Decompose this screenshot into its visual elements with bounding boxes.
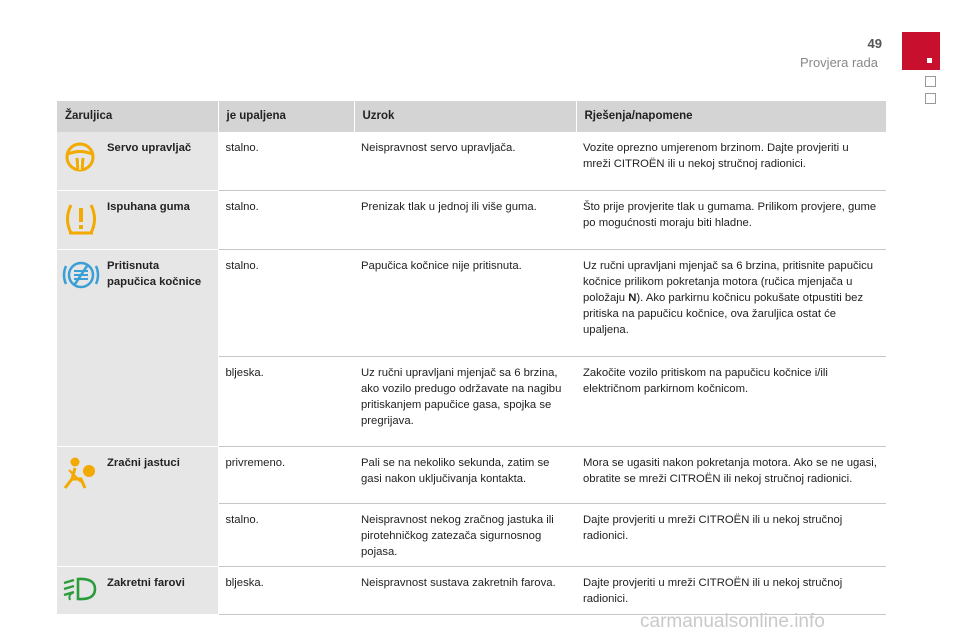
lamp-name: Zračni jastuci [105, 446, 218, 567]
lamp-state: stalno. [218, 503, 354, 567]
airbag-icon [61, 455, 99, 491]
tyre-pressure-icon [61, 199, 101, 239]
lamp-cause: Prenizak tlak u jednoj ili više guma. [354, 190, 576, 249]
lamp-state: stalno. [218, 249, 354, 356]
lamp-remedy: Dajte provjeriti u mreži CITROËN ili u nekoj stručnoj radionici. [576, 503, 886, 567]
lamp-cause: Papučica kočnice nije pritisnuta. [354, 249, 576, 356]
lamp-name: Ispuhana guma [105, 190, 218, 249]
lamp-state: stalno. [218, 132, 354, 190]
lamp-state: privremeno. [218, 446, 354, 503]
lamp-cause: Pali se na nekoliko sekunda, zatim se gasi nakon uključivanja kontakta. [354, 446, 576, 503]
lamp-name: Pritisnuta papučica kočnice [105, 249, 218, 446]
lamp-state: stalno. [218, 190, 354, 249]
header-remedy: Rješenja/napomene [576, 101, 886, 132]
table-row [57, 249, 886, 356]
lamp-remedy: Vozite oprezno umjerenom brzinom. Dajte provjeriti u mreži CITROËN ili u nekoj stručnoj radionici. [576, 132, 886, 190]
lamp-remedy: Uz ručni upravljani mjenjač sa 6 brzina, pritisnite papučicu kočnice prilikom pokretanja motora (ručica mjenjača u položaju N). Ako parkirnu kočnicu pokušate otpustiti bez pritiska na papučicu kočnice, ova žaruljica ostat će upaljena. [576, 249, 886, 356]
header-state: je upaljena [218, 101, 354, 132]
lamp-name: Zakretni farovi [105, 567, 218, 614]
table-header [57, 101, 886, 132]
table-row [57, 132, 886, 190]
steering-wheel-icon [61, 140, 99, 174]
table-row [57, 567, 886, 614]
chapter-tab [902, 32, 940, 70]
tab-marker [925, 76, 936, 87]
cornering-lights-icon [61, 575, 99, 603]
brake-pedal-icon [61, 258, 101, 292]
page-number: 49 [867, 36, 882, 51]
watermark: carmanualsonline.info [640, 611, 825, 632]
lamp-remedy: Mora se ugasiti nakon pokretanja motora. Ako se ne ugasi, obratite se mreži CITROËN ili nekoj stručnoj radionici. [576, 446, 886, 503]
tab-marker [925, 93, 936, 104]
lamp-cause: Neispravnost nekog zračnog jastuka ili pirotehničkog zatezača sigurnosnog pojasa. [354, 503, 576, 567]
lamp-cause: Neispravnost sustava zakretnih farova. [354, 567, 576, 614]
lamp-cause: Uz ručni upravljani mjenjač sa 6 brzina, ako vozilo predugo održavate na nagibu pritiskanjem papučice gasa, spojka se pregrijava. [354, 356, 576, 446]
header-lamp: Žaruljica [57, 101, 218, 132]
lamp-name: Servo upravljač [105, 132, 218, 190]
table-row [57, 446, 886, 503]
lamp-cause: Neispravnost servo upravljača. [354, 132, 576, 190]
lamp-remedy: Dajte provjeriti u mreži CITROËN ili u nekoj stručnoj radionici. [576, 567, 886, 614]
lamp-remedy: Što prije provjerite tlak u gumama. Prilikom provjere, gume po mogućnosti moraju biti hladne. [576, 190, 886, 249]
warning-lights-table [57, 101, 886, 615]
table-row [57, 190, 886, 249]
lamp-state: bljeska. [218, 567, 354, 614]
lamp-remedy: Zakočite vozilo pritiskom na papučicu kočnice i/ili električnom parkirnom kočnicom. [576, 356, 886, 446]
header-cause: Uzrok [354, 101, 576, 132]
section-title: Provjera rada [799, 55, 878, 70]
lamp-state: bljeska. [218, 356, 354, 446]
